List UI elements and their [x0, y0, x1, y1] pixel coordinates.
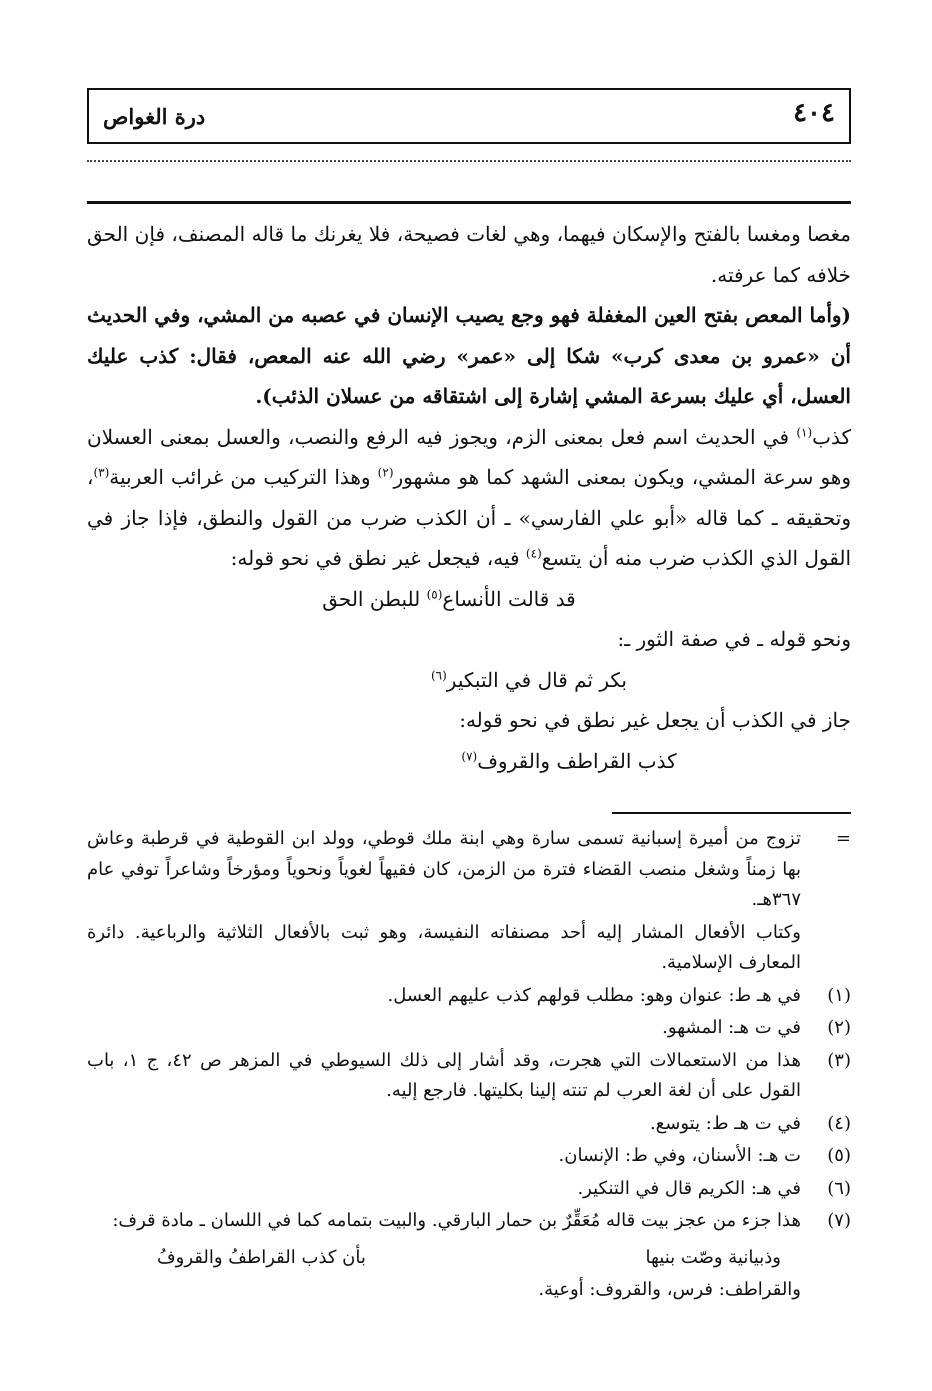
- footnote-text: ت هـ: الأسنان، وفي ط: الإنسان.: [558, 1145, 801, 1166]
- line-3: جاز في الكذب أن يجعل غير نطق في نحو قوله:: [459, 708, 851, 732]
- verse-hemistich-right: وذبيانية وصّت بنيها: [645, 1246, 781, 1268]
- footnote-mark: =: [835, 828, 851, 849]
- footnote-3: [87, 1046, 851, 1107]
- dotted-separator: [87, 160, 851, 162]
- paragraph-1: مغصا ومغسا بالفتح والإسكان فيهما، وهي لغات فصيحة، فلا يغرنك ما قاله المصنف، فإن الحق خلافه كما عرفته.: [87, 222, 851, 287]
- text-span: بكر ثم قال في التبكير: [446, 667, 628, 692]
- footnote-text: تزوج من أميرة إسبانية تسمى سارة وهي ابنة ملك قوطي، وولد ابن القوطية في قرطبة وعاش بها زمناً وشغل منصب القضاء فترة من الزمن، كان فقيهاً لغوياً ونحوياً ومؤرخاً وشاعراً توفي عام ٣٦٧هـ.: [87, 828, 801, 910]
- footnote-continued-2: [87, 918, 851, 979]
- footnote-4: [87, 1109, 851, 1140]
- footnote-rule: [612, 812, 851, 814]
- footnote-text: والقراطف: فرس، والقروف: أوعية.: [538, 1279, 801, 1300]
- footnote-mark: (٧): [827, 1210, 851, 1231]
- footnote-mark: (٦): [827, 1177, 851, 1199]
- footnote-1: [87, 981, 851, 1012]
- footnote-text: هذا من الاستعمالات التي هجرت، وقد أشار إلى ذلك السيوطي في المزهر ص ٤٢، ج ١، باب القول على أن لغة العرب لم تنته إلينا بكليتها. فارجع إليه.: [87, 1049, 801, 1101]
- verse-3: [87, 741, 851, 782]
- verse-hemistich-left: بأن كذب القراطفُ والقروفُ: [157, 1246, 366, 1268]
- paragraph-3: [87, 417, 851, 579]
- footnote-verse: [87, 1243, 851, 1274]
- text-span: قد قالت الأنساع: [442, 586, 576, 611]
- page-number: ٤٠٤: [793, 98, 835, 128]
- verse-1: [87, 579, 851, 620]
- footnote-text: في هـ: الكريم قال في التنكير.: [577, 1177, 801, 1199]
- text-span: كذب القراطف والقروف: [477, 748, 677, 773]
- main-text: [87, 214, 851, 781]
- footnote-mark: (٢): [827, 1017, 851, 1038]
- footnote-text: في هـ ط: عنوان وهو: مطلب قولهم كذب عليهم العسل.: [387, 984, 801, 1006]
- footnote-ref: (٥): [426, 586, 443, 601]
- text-span: ، وتحقيقه ـ كما قاله «أبو علي الفارسي» ـ أن الكذب ضرب من القول والنطق، فإذا جاز في القول الذي الكذب ضرب منه أن يتسع: [87, 465, 851, 570]
- footnote-5: [87, 1141, 851, 1172]
- footnote-text: وكتاب الأفعال المشار إليه أحد مصنفاته النفيسة، وهو ثبت بالأفعال الثلاثية والرباعية. دائرة المعارف الإسلامية.: [87, 921, 801, 973]
- footnote-mark: (٥): [827, 1145, 851, 1166]
- page-header: [87, 88, 851, 144]
- text-span: فيه، فيجعل غير نطق في نحو قوله:: [230, 546, 526, 570]
- footnote-ref: (٢): [377, 465, 394, 480]
- text-span: وهذا التركيب من غرائب العربية: [109, 465, 378, 489]
- footnote-ref: (٦): [430, 667, 447, 682]
- verse-2: [87, 660, 851, 701]
- footnote-mark: (١): [827, 984, 851, 1006]
- footnote-2: [87, 1013, 851, 1044]
- text-span: للبطن الحق: [322, 586, 427, 611]
- footnote-text: في ت هـ ط: يتوسع.: [649, 1112, 801, 1134]
- footnote-text: في ت هـ: المشهو.: [662, 1017, 801, 1038]
- footnote-ref: (٤): [525, 546, 542, 561]
- text-span: كذب: [812, 424, 851, 449]
- footnote-6: [87, 1174, 851, 1205]
- running-title: درة الغواص: [103, 104, 206, 129]
- footnotes: [87, 824, 851, 1308]
- footnote-mark: (٤): [827, 1112, 851, 1134]
- footnote-ref: (٣): [93, 465, 110, 480]
- line-2: ونحو قوله ـ في صفة الثور ـ:: [617, 627, 851, 651]
- footnote-text: هذا جزء من عجز بيت قاله مُعَقِّرٌ بن حمار البارقي. والبيت بتمامه كما في اللسان ـ مادة قرف:: [112, 1210, 801, 1231]
- paragraph-2: (وأما المعص بفتح العين المغفلة فهو وجع يصيب الإنسان في عصبه من المشي، وفي الحديث أن «عمرو بن معدى كرب» شكا إلى «عمر» رضي الله عنه المعص، فقال: كذب عليك العسل، أي عليك بسرعة المشي إشارة إلى اشتقاقه من عسلان الذئب).: [87, 303, 851, 408]
- footnote-mark: (٣): [827, 1049, 851, 1071]
- header-rule: [87, 201, 851, 204]
- footnote-7: [87, 1206, 851, 1237]
- footnote-ref: (١): [796, 424, 813, 439]
- footnote-continued: [87, 824, 851, 916]
- footnote-ref: (٧): [461, 748, 478, 763]
- footnote-final-line: [87, 1275, 851, 1306]
- text-span: في الحديث اسم فعل بمعنى الزم، ويجوز فيه الرفع والنصب، والعسل بمعنى العسلان وهو سرعة المشي، ويكون بمعنى الشهد كما هو مشهور: [87, 424, 851, 489]
